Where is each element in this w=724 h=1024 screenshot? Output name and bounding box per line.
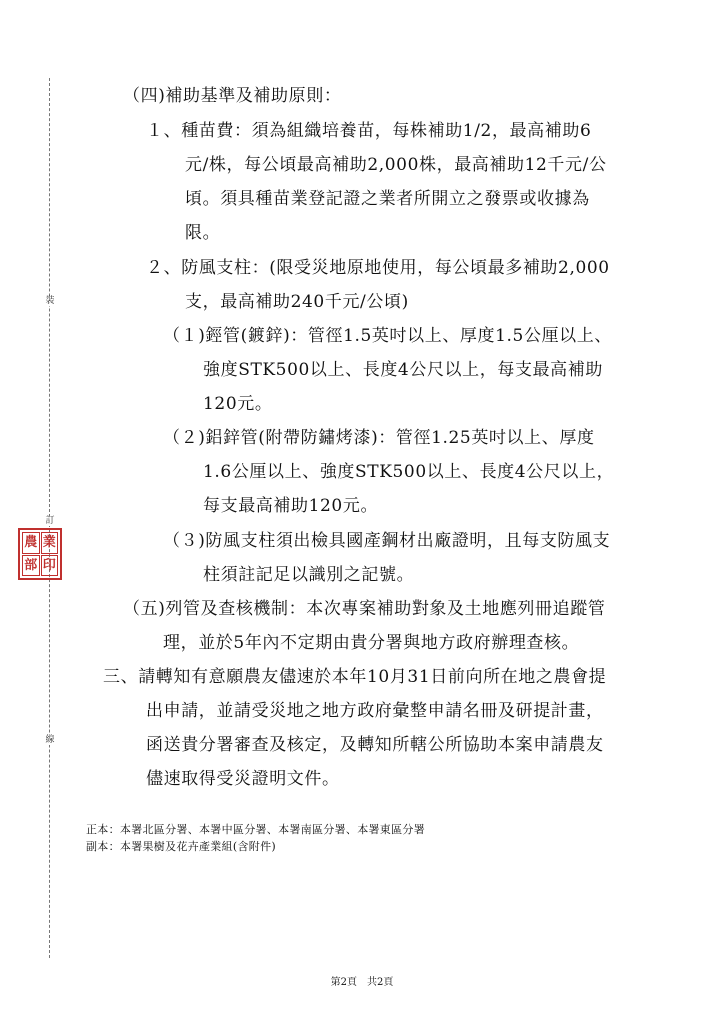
subitem-3-certificate: （３)防風支柱須出檢具國產鋼材出廠證明，且每支防風支 xyxy=(163,531,611,551)
subitem-2-aluminum-zinc-pipe: （２)鋁鋅管(附帶防鏽烤漆)：管徑1.25英吋以上、厚度 xyxy=(163,428,595,448)
item-1-line-2: 元/株，每公頃最高補助2,000株，最高補助12千元/公 xyxy=(185,155,607,175)
recipients-copy: 副本：本署果樹及花卉產業組(含附件) xyxy=(86,840,276,853)
item-1-seedling-cost: １、種苗費：須為組織培養苗，每株補助1/2，最高補助6 xyxy=(146,121,592,141)
section-3-line-3: 函送貴分署審查及核定，及轉知所轄公所協助本案申請農友 xyxy=(146,735,604,755)
subitem-1-line-3: 120元。 xyxy=(203,394,273,414)
section-heading-5: （五)列管及查核機制：本次專案補助對象及土地應列冊追蹤管 xyxy=(123,599,606,619)
page-number-footer: 第2頁 共2頁 xyxy=(330,977,394,988)
subitem-2-line-2: 1.6公厘以上、強度STK500以上、長度4公尺以上， xyxy=(203,462,615,482)
official-seal-stamp xyxy=(18,528,62,580)
section-3-line-2: 出申請，並請受災地之地方政府彙整申請名冊及研提計畫， xyxy=(146,701,604,721)
subitem-3-line-2: 柱須註記足以識別之記號。 xyxy=(203,565,415,585)
recipients-main: 正本：本署北區分署、本署中區分署、本署南區分署、本署東區分署 xyxy=(86,823,425,836)
seal-char: 印 xyxy=(41,555,59,577)
binding-mark-zhuang: 裝 xyxy=(45,296,55,306)
item-1-line-4: 限。 xyxy=(185,223,221,243)
item-2-line-2: 支，最高補助240千元/公頃) xyxy=(185,292,409,312)
subitem-1-galvanized-pipe: （１)鋞管(鍍鋅)：管徑1.5英吋以上、厚度1.5公厘以上、 xyxy=(163,326,612,346)
item-1-line-3: 頃。須具種苗業登記證之業者所開立之發票或收據為 xyxy=(185,189,590,209)
subitem-2-line-3: 每支最高補助120元。 xyxy=(203,496,379,516)
section-3-application: 三、請轉知有意願農友儘速於本年10月31日前向所在地之農會提 xyxy=(103,667,607,687)
binding-mark-xian: 線 xyxy=(45,735,55,745)
item-2-windbreak-poles: ２、防風支柱：(限受災地原地使用，每公頃最多補助2,000 xyxy=(146,258,610,278)
seal-char: 部 xyxy=(22,555,40,577)
section-5-line-2: 理，並於5年內不定期由貴分署與地方政府辦理查核。 xyxy=(163,633,580,653)
seal-char: 農 xyxy=(22,532,40,554)
section-heading-4: （四)補助基準及補助原則： xyxy=(123,86,342,106)
section-3-line-4: 儘速取得受災證明文件。 xyxy=(146,769,340,789)
seal-char: 業 xyxy=(41,532,59,554)
subitem-1-line-2: 強度STK500以上、長度4公尺以上，每支最高補助 xyxy=(203,360,603,380)
binding-mark-ding: 訂 xyxy=(45,516,55,526)
